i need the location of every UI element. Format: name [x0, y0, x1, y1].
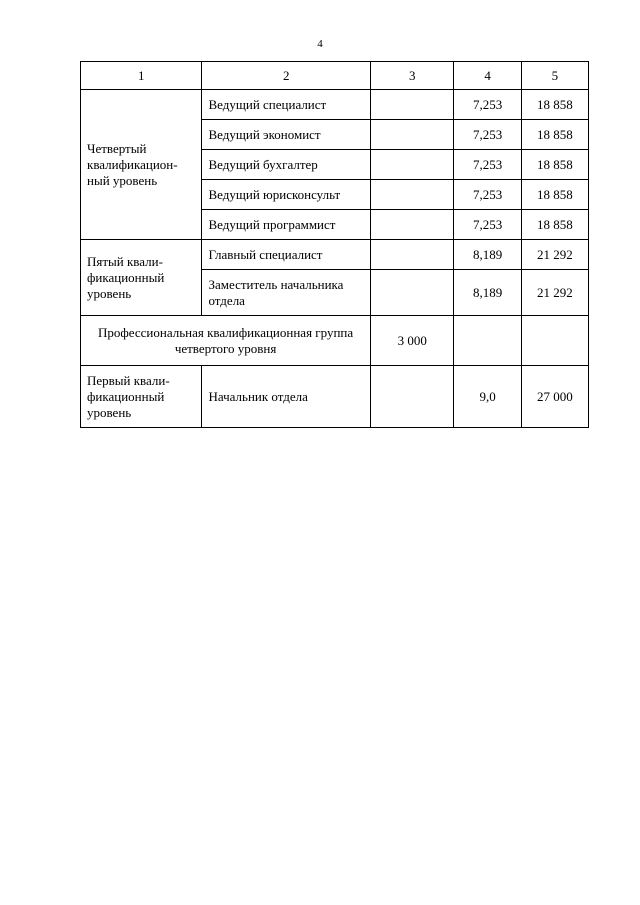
qualification-group-label: Профессиональная квалификационная группа четвертого уровня — [81, 316, 371, 366]
salary-cell: 18 858 — [521, 90, 588, 120]
position-cell: Ведущий бухгалтер — [202, 150, 371, 180]
qualification-level-label: Первый квали-фикационный уровень — [81, 366, 202, 428]
table-row — [81, 240, 589, 270]
position-cell: Ведущий специалист — [202, 90, 371, 120]
salary-cell: 18 858 — [521, 180, 588, 210]
salary-cell: 18 858 — [521, 120, 588, 150]
col3-cell — [371, 120, 454, 150]
salary-table — [80, 61, 589, 428]
position-cell: Ведущий юрисконсульт — [202, 180, 371, 210]
coefficient-cell: 8,189 — [454, 270, 521, 316]
header-cell-5: 5 — [521, 62, 588, 90]
header-cell-2: 2 — [202, 62, 371, 90]
salary-cell: 21 292 — [521, 240, 588, 270]
col3-cell — [371, 210, 454, 240]
col3-cell: 3 000 — [371, 316, 454, 366]
table-row — [81, 316, 589, 366]
coefficient-cell: 8,189 — [454, 240, 521, 270]
position-cell: Начальник отдела — [202, 366, 371, 428]
col3-cell — [371, 180, 454, 210]
coefficient-cell: 7,253 — [454, 180, 521, 210]
salary-cell: 18 858 — [521, 210, 588, 240]
position-cell: Заместитель начальника отдела — [202, 270, 371, 316]
col3-cell — [371, 366, 454, 428]
page-number: 4 — [317, 38, 323, 50]
salary-cell: 27 000 — [521, 366, 588, 428]
salary-cell: 21 292 — [521, 270, 588, 316]
coefficient-cell: 7,253 — [454, 120, 521, 150]
col3-cell — [371, 150, 454, 180]
col3-cell — [371, 240, 454, 270]
coefficient-cell: 7,253 — [454, 210, 521, 240]
table-row — [81, 90, 589, 120]
table-header-row — [81, 62, 589, 90]
salary-cell — [521, 316, 588, 366]
table-row — [81, 366, 589, 428]
qualification-level-label: Четвертый квалификацион-ный уровень — [81, 90, 202, 240]
col3-cell — [371, 270, 454, 316]
coefficient-cell — [454, 316, 521, 366]
coefficient-cell: 9,0 — [454, 366, 521, 428]
header-cell-4: 4 — [454, 62, 521, 90]
coefficient-cell: 7,253 — [454, 150, 521, 180]
position-cell: Главный специалист — [202, 240, 371, 270]
position-cell: Ведущий программист — [202, 210, 371, 240]
header-cell-1: 1 — [81, 62, 202, 90]
position-cell: Ведущий экономист — [202, 120, 371, 150]
salary-cell: 18 858 — [521, 150, 588, 180]
header-cell-3: 3 — [371, 62, 454, 90]
qualification-level-label: Пятый квали-фикационный уровень — [81, 240, 202, 316]
coefficient-cell: 7,253 — [454, 90, 521, 120]
col3-cell — [371, 90, 454, 120]
